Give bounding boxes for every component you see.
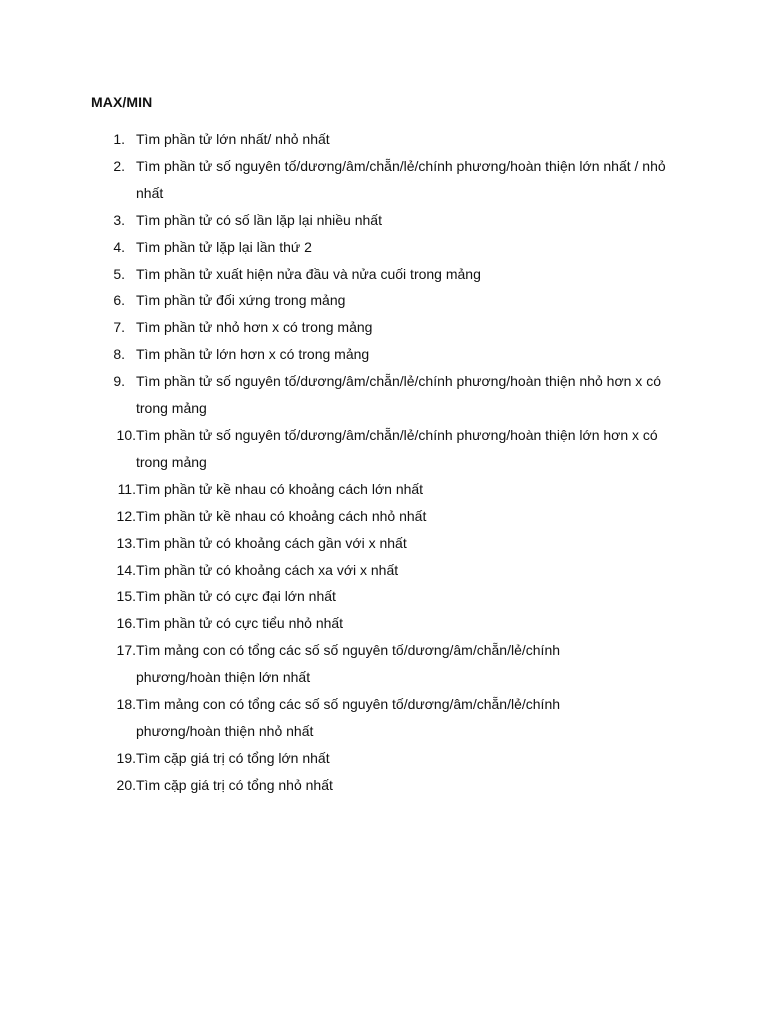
- list-item-text: Tìm phần tử có cực đại lớn nhất: [136, 588, 336, 605]
- list-item-text: Tìm phần tử có số lần lặp lại nhiều nhất: [136, 211, 382, 228]
- list-item-text: Tìm phần tử có khoảng cách gần với x nhất: [136, 534, 407, 551]
- list-item: [91, 691, 691, 745]
- list-item-text: Tìm mảng con có tổng các số số nguyên tố/dương/âm/chẵn/lẻ/chính phương/hoàn thiện nhỏ nhất: [136, 696, 561, 739]
- list-item-number: 19.: [116, 749, 136, 766]
- list-item: [91, 503, 691, 530]
- list-item-number: 13.: [116, 534, 136, 551]
- document-title: MAX/MIN: [91, 94, 153, 110]
- list-item-number: 5.: [113, 265, 125, 282]
- list-item: [91, 476, 691, 503]
- list-item-number: 8.: [113, 346, 125, 363]
- list-item-text: Tìm cặp giá trị có tổng nhỏ nhất: [136, 776, 333, 793]
- list-item-number: 20.: [116, 776, 136, 793]
- list-item: [91, 207, 691, 234]
- list-item-number: 12.: [116, 507, 136, 524]
- list-item-text: Tìm phần tử nhỏ hơn x có trong mảng: [136, 319, 373, 336]
- list-item: [91, 772, 691, 799]
- list-item-number: 14.: [116, 561, 136, 578]
- list-item-text: Tìm phần tử số nguyên tố/dương/âm/chẵn/lẻ/chính phương/hoàn thiện lớn hơn x có trong mảng: [136, 426, 658, 470]
- list-item: [91, 261, 691, 288]
- list-item-number: 7.: [113, 319, 125, 336]
- list-item-number: 15.: [116, 588, 136, 605]
- task-list: [91, 126, 691, 799]
- list-item: [91, 422, 691, 476]
- list-item-text: Tìm mảng con có tổng các số số nguyên tố/dương/âm/chẵn/lẻ/chính phương/hoàn thiện lớn nhất: [136, 642, 561, 686]
- list-item-text: Tìm phần tử có khoảng cách xa với x nhất: [136, 561, 399, 578]
- list-item: [91, 610, 691, 637]
- list-item-text: Tìm phần tử số nguyên tố/dương/âm/chẵn/lẻ/chính phương/hoàn thiện nhỏ hơn x có trong mảng: [136, 373, 661, 417]
- list-item-number: 11.: [117, 480, 136, 497]
- list-item: [91, 341, 691, 368]
- list-item-number: 17.: [116, 642, 136, 659]
- list-item-number: 3.: [113, 211, 125, 228]
- list-item: [91, 314, 691, 341]
- list-item: [91, 557, 691, 584]
- list-item-number: 1.: [113, 131, 125, 147]
- list-item: [91, 287, 691, 314]
- list-item-number: 18.: [116, 696, 136, 713]
- list-item: [91, 745, 691, 772]
- list-item-text: Tìm phần tử đối xứng trong mảng: [136, 292, 346, 309]
- list-item-number: 9.: [113, 373, 125, 390]
- list-item-number: 4.: [113, 238, 125, 255]
- list-item: [91, 153, 691, 207]
- list-item-number: 2.: [113, 157, 125, 174]
- list-item-number: 6.: [113, 292, 125, 309]
- list-item: [91, 234, 691, 261]
- list-item-text: Tìm cặp giá trị có tổng lớn nhất: [136, 749, 330, 766]
- list-item-text: Tìm phần tử kề nhau có khoảng cách nhỏ nhất: [136, 507, 427, 524]
- list-item-text: Tìm phần tử lặp lại lần thứ 2: [136, 238, 312, 255]
- list-item: [91, 126, 691, 153]
- list-item-text: Tìm phần tử kề nhau có khoảng cách lớn nhất: [136, 480, 424, 497]
- list-item-text: Tìm phần tử lớn nhất/ nhỏ nhất: [136, 131, 330, 147]
- list-item-number: 10.: [116, 426, 136, 443]
- list-item-text: Tìm phần tử xuất hiện nửa đầu và nửa cuối trong mảng: [136, 265, 481, 282]
- list-item-number: 16.: [116, 615, 136, 632]
- list-item: [91, 530, 691, 557]
- list-item: [91, 637, 691, 691]
- list-item-text: Tìm phần tử lớn hơn x có trong mảng: [136, 346, 370, 363]
- list-item-text: Tìm phần tử số nguyên tố/dương/âm/chẵn/lẻ/chính phương/hoàn thiện lớn nhất / nhỏ nhất: [136, 157, 666, 201]
- list-item-text: Tìm phần tử có cực tiểu nhỏ nhất: [136, 615, 344, 632]
- list-item: [91, 583, 691, 610]
- list-item: [91, 368, 691, 422]
